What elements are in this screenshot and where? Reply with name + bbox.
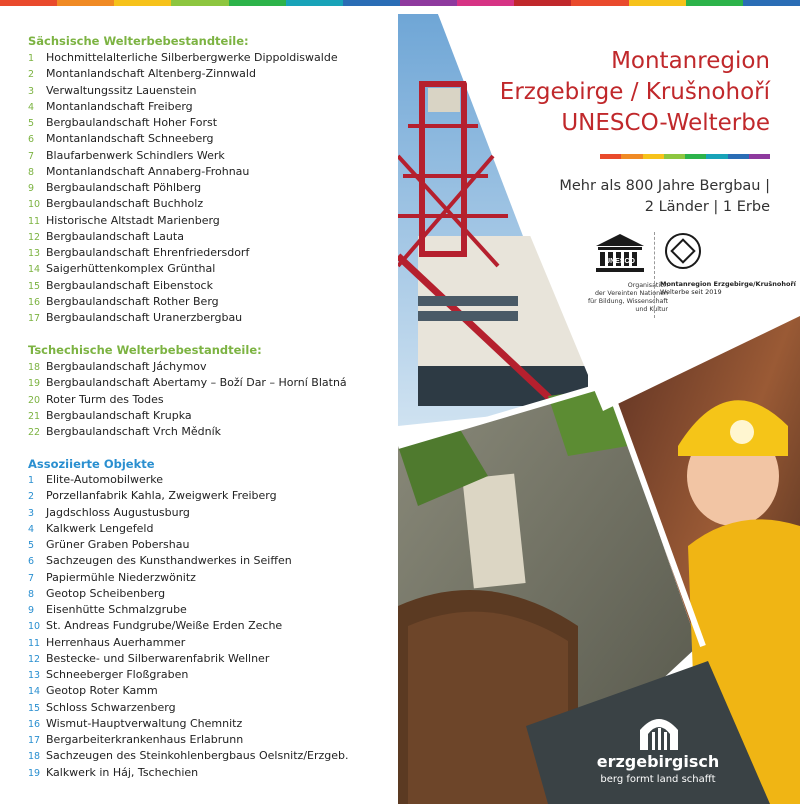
list-item <box>28 375 347 391</box>
item-label: Bergarbeiterkrankenhaus Erlabrunn <box>46 733 244 746</box>
item-number: 8 <box>28 166 35 178</box>
item-label: Kalkwerk in Háj, Tschechien <box>46 765 199 779</box>
list-item <box>28 245 338 261</box>
item-label: Bergbaulandschaft Ehrenfriedersdorf <box>46 246 250 259</box>
item-label: Bergbaulandschaft Rother Berg <box>46 294 219 308</box>
item-number: 20 <box>28 394 41 406</box>
item-label: Wismut-Hauptverwaltung Chemnitz <box>46 716 243 730</box>
cover-subtitle <box>559 176 770 218</box>
section-title-associated: Assoziierte Objekte <box>28 457 155 471</box>
list-item <box>28 99 338 115</box>
unesco-org-line: und Kultur <box>635 306 668 313</box>
item-label: Jagdschloss Augustusburg <box>46 505 190 519</box>
list-item <box>28 180 338 196</box>
list-item <box>28 66 338 82</box>
item-number: 21 <box>28 410 41 422</box>
item-number: 3 <box>28 85 35 97</box>
item-label: Grüner Graben Pobershau <box>46 538 190 551</box>
item-number: 10 <box>28 199 41 211</box>
list-item <box>28 196 338 212</box>
item-label: Roter Turm des Todes <box>46 392 164 406</box>
section-title-saxon: Sächsische Welterbebestandteile: <box>28 34 249 48</box>
list-item <box>28 537 349 553</box>
list-item <box>28 505 349 521</box>
list-item <box>28 488 349 504</box>
item-label: Verwaltungssitz Lauenstein <box>46 83 197 97</box>
cover-title-line: UNESCO-Welterbe <box>561 110 770 136</box>
item-label: Bergbaulandschaft Uranerzbergbau <box>46 311 243 324</box>
cover-panel <box>398 6 800 804</box>
list-item <box>28 521 349 537</box>
cover-subtitle-line: 2 Länder | 1 Erbe <box>644 199 770 215</box>
item-number: 17 <box>28 735 41 746</box>
item-label: Geotop Scheibenberg <box>46 586 166 600</box>
list-item <box>28 553 349 569</box>
list-item <box>28 700 349 716</box>
item-label: Herrenhaus Auerhammer <box>46 635 186 649</box>
item-number: 17 <box>28 313 41 324</box>
unesco-org-line: für Bildung, Wissenschaft <box>587 298 668 305</box>
item-number: 14 <box>28 686 41 698</box>
cover-title-line: Erzgebirge / Krušnohoří <box>499 79 770 105</box>
title-bar-segment <box>685 154 706 159</box>
title-bar-segment <box>664 154 685 159</box>
list-item <box>28 618 349 634</box>
title-bar-segment <box>749 154 770 159</box>
saxon-site-list <box>28 50 338 326</box>
item-number: 12 <box>28 231 41 243</box>
list-item <box>28 213 338 229</box>
list-item <box>28 278 338 294</box>
item-number: 11 <box>28 637 41 649</box>
brand-name: erzgebirgisch <box>596 752 720 771</box>
list-item <box>28 667 349 683</box>
item-label: Bergbaulandschaft Vrch Mědník <box>46 425 222 438</box>
item-number: 11 <box>28 215 41 227</box>
list-item <box>28 683 349 699</box>
item-label: Bergbaulandschaft Pöhlberg <box>46 181 202 194</box>
item-label: Bergbaulandschaft Krupka <box>46 408 192 422</box>
unesco-org-line: Organisation <box>627 282 668 289</box>
item-number: 10 <box>28 621 41 633</box>
item-number: 7 <box>28 150 35 162</box>
logo-divider <box>654 232 655 318</box>
item-number: 18 <box>28 751 41 763</box>
item-label: Montanlandschaft Freiberg <box>46 99 193 113</box>
list-item <box>28 472 349 488</box>
item-label: Bergbaulandschaft Hoher Forst <box>46 116 218 129</box>
list-item <box>28 294 338 310</box>
item-number: 2 <box>28 69 35 81</box>
item-number: 1 <box>28 53 35 64</box>
cover-title-line: Montanregion <box>611 48 770 74</box>
list-item <box>28 732 349 748</box>
list-item <box>28 148 338 164</box>
list-item <box>28 50 338 66</box>
title-bar-segment <box>706 154 727 159</box>
item-number: 7 <box>28 572 35 584</box>
whc-line-1: Montanregion Erzgebirge/Krušnohoří <box>660 280 796 288</box>
list-item <box>28 131 338 147</box>
list-item <box>28 164 338 180</box>
list-item <box>28 115 338 131</box>
item-number: 15 <box>28 280 41 292</box>
item-number: 22 <box>28 427 41 438</box>
item-label: Schloss Schwarzenberg <box>46 700 176 714</box>
item-number: 15 <box>28 702 41 714</box>
erzgebirgisch-logo-icon <box>636 712 682 752</box>
list-item <box>28 310 338 326</box>
title-bar-segment <box>728 154 749 159</box>
title-bar-segment <box>600 154 621 159</box>
item-number: 8 <box>28 588 35 600</box>
list-item <box>28 748 349 764</box>
section-title-czech: Tschechische Welterbebestandteile: <box>28 343 262 357</box>
item-number: 16 <box>28 718 41 730</box>
list-item <box>28 586 349 602</box>
list-item <box>28 635 349 651</box>
item-label: Montanlandschaft Schneeberg <box>46 132 214 146</box>
item-number: 4 <box>28 523 35 535</box>
item-number: 9 <box>28 605 35 616</box>
list-item <box>28 716 349 732</box>
czech-site-list <box>28 359 347 440</box>
item-label: Bergbaulandschaft Lauta <box>46 229 184 243</box>
unesco-logo-icon <box>594 232 646 276</box>
item-number: 13 <box>28 248 41 259</box>
item-label: Bergbaulandschaft Buchholz <box>46 197 204 211</box>
item-label: Bergbaulandschaft Abertamy – Boží Dar – Horní Blatná <box>46 376 347 390</box>
item-label: Porzellanfabrik Kahla, Zweigwerk Freiberg <box>46 489 277 503</box>
item-number: 4 <box>28 101 35 113</box>
item-number: 2 <box>28 491 35 503</box>
item-number: 5 <box>28 118 35 129</box>
unesco-logo-text: UNESCO <box>605 258 635 265</box>
list-item <box>28 651 349 667</box>
cover-subtitle-line: Mehr als 800 Jahre Bergbau | <box>559 178 770 194</box>
item-label: Papiermühle Niederzwönitz <box>46 570 196 584</box>
item-label: Bergbaulandschaft Eibenstock <box>46 278 213 292</box>
list-item <box>28 765 349 781</box>
item-label: Montanlandschaft Altenberg-Zinnwald <box>46 67 256 81</box>
item-label: Kalkwerk Lengefeld <box>46 521 154 535</box>
item-number: 6 <box>28 134 35 146</box>
item-label: Geotop Roter Kamm <box>46 684 158 698</box>
item-label: Sachzeugen des Steinkohlenbergbaus Oelsnitz/Erzgeb. <box>46 749 349 763</box>
item-label: Montanlandschaft Annaberg-Frohnau <box>46 164 250 178</box>
list-item <box>28 229 338 245</box>
list-item <box>28 602 349 618</box>
item-number: 9 <box>28 183 35 194</box>
item-label: Sachzeugen des Kunsthandwerkes in Seiffen <box>46 554 292 568</box>
title-bar-segment <box>643 154 664 159</box>
list-item <box>28 359 347 375</box>
unesco-org-line: der Vereinten Nationen <box>594 290 668 297</box>
whc-line-2: Welterbe seit 2019 <box>660 288 722 296</box>
item-number: 12 <box>28 653 41 665</box>
cover-title <box>500 46 770 139</box>
brand-tagline: berg formt land schafft <box>600 774 716 785</box>
item-number: 5 <box>28 540 35 551</box>
item-number: 16 <box>28 296 41 308</box>
item-number: 14 <box>28 264 41 276</box>
title-color-bar <box>600 154 770 159</box>
item-number: 18 <box>28 362 41 373</box>
item-number: 19 <box>28 767 41 779</box>
title-bar-segment <box>621 154 642 159</box>
list-item <box>28 261 338 277</box>
item-label: Blaufarbenwerk Schindlers Werk <box>46 148 225 162</box>
list-item <box>28 408 347 424</box>
world-heritage-caption <box>660 280 796 296</box>
world-heritage-emblem-icon <box>664 232 702 270</box>
item-number: 13 <box>28 670 41 681</box>
item-label: Bestecke- und Silberwarenfabrik Wellner <box>46 651 270 665</box>
associated-object-list <box>28 472 349 781</box>
item-number: 19 <box>28 378 41 390</box>
item-number: 1 <box>28 475 35 486</box>
item-number: 6 <box>28 556 35 568</box>
list-item <box>28 83 338 99</box>
item-number: 3 <box>28 507 35 519</box>
list-item <box>28 392 347 408</box>
item-label: Elite-Automobilwerke <box>46 473 163 486</box>
item-label: Schneeberger Floßgraben <box>46 668 189 681</box>
item-label: Eisenhütte Schmalzgrube <box>46 603 187 616</box>
item-label: Historische Altstadt Marienberg <box>46 213 220 227</box>
item-label: Hochmittelalterliche Silberbergwerke Dippoldiswalde <box>46 51 338 64</box>
site-list-panel <box>0 6 398 804</box>
item-label: St. Andreas Fundgrube/Weiße Erden Zeche <box>46 619 283 633</box>
unesco-org-text <box>560 282 668 314</box>
item-label: Saigerhüttenkomplex Grünthal <box>46 262 216 276</box>
list-item <box>28 424 347 440</box>
list-item <box>28 570 349 586</box>
item-label: Bergbaulandschaft Jáchymov <box>46 360 207 373</box>
